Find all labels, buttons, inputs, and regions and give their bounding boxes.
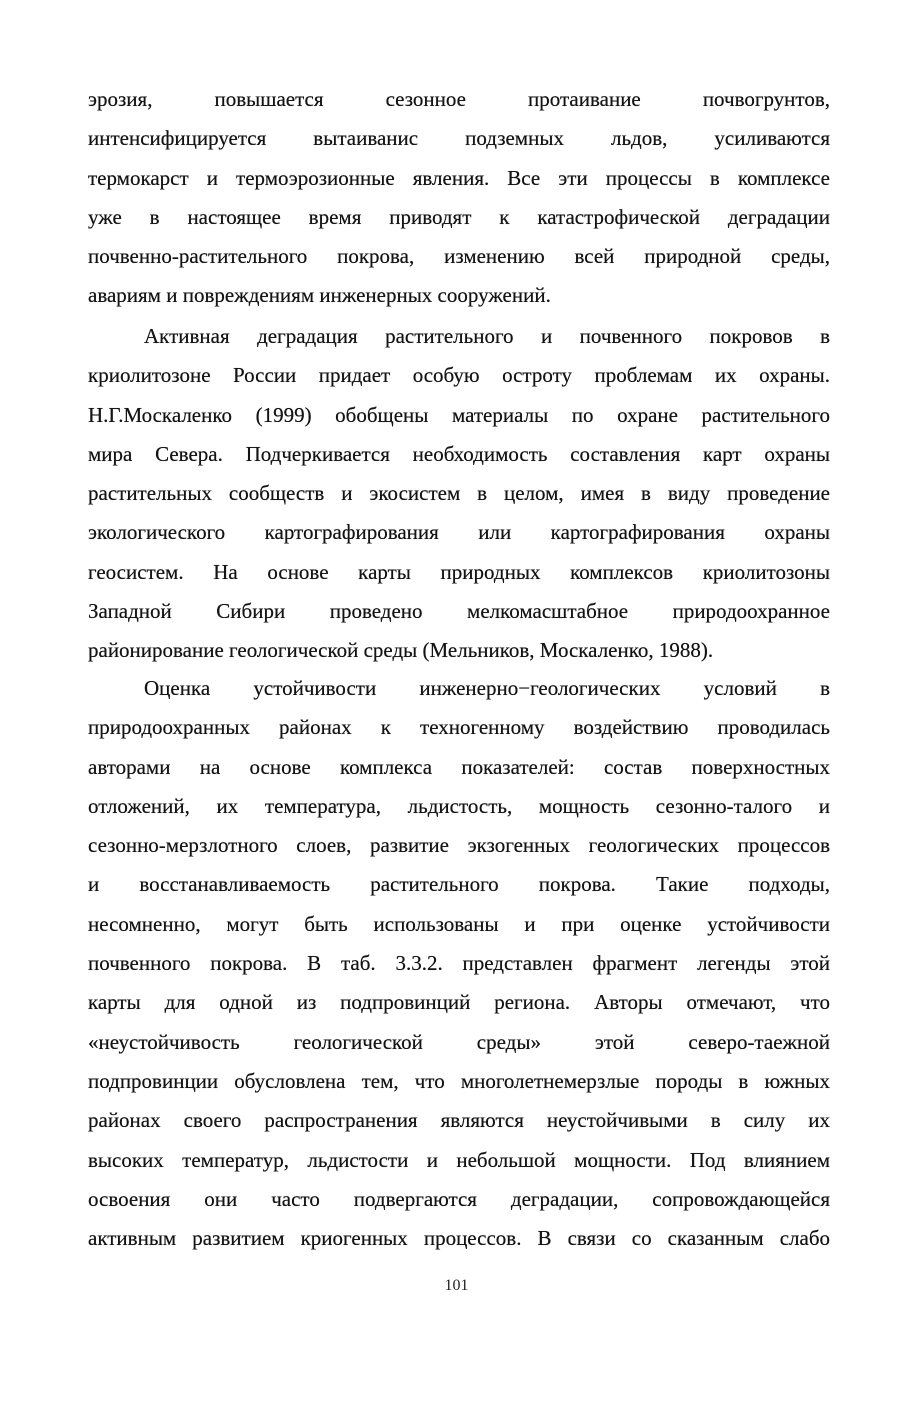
text-line: и восстанавливаемость растительного покрова. Такие подходы, [88,872,830,897]
paragraph-3 [88,669,830,1258]
text-line: освоения они часто подвергаются деградации, сопровождающейся [88,1186,830,1211]
text-line: Западной Сибири проведено мелкомасштабное природоохранное [88,599,830,624]
text-line: почвенно-растительного покрова, изменению всей природной среды, [88,244,830,269]
text-line: почвенного покрова. В таб. 3.3.2. представлен фрагмент легенды этой [88,951,830,976]
text-line: растительных сообществ и экосистем в целом, имея в виду проведение [88,481,830,506]
page-number: 101 [444,1277,469,1294]
text-line: Н.Г.Москаленко (1999) обобщены материалы по охране растительного [88,402,830,427]
text-line: районирование геологической среды (Мельников, Москаленко, 1988). [88,638,714,663]
text-line: районах своего распространения являются неустойчивыми в силу их [88,1108,830,1133]
text-line: высоких температур, льдистости и небольшой мощности. Под влиянием [88,1147,830,1172]
text-line: отложений, их температура, льдистость, мощность сезонно-талого и [88,793,830,818]
text-line: авторами на основе комплекса показателей: состав поверхностных [88,754,830,779]
text-line: подпровинции обусловлена тем, что многолетнемерзлые породы в южных [88,1068,830,1093]
paragraph-1 [88,80,830,316]
text-line: интенсифицируется вытаиванис подземных льдов, усиливаются [88,126,830,151]
text-line: карты для одной из подпровинций региона. Авторы отмечают, что [88,990,830,1015]
text-line: активным развитием криогенных процессов. В связи со сказанным слабо [88,1226,830,1251]
text-line: природоохранных районах к техногенному воздействию проводилась [88,715,830,740]
text-line: «неустойчивость геологической среды» этой северо-таежной [88,1029,830,1054]
text-line: Оценка устойчивости инженерно−геологических условий в [144,676,830,700]
text-line: геосистем. На основе карты природных комплексов криолитозоны [88,559,830,584]
text-line: мира Севера. Подчеркивается необходимость составления карт охраны [88,441,830,466]
text-line: термокарст и термоэрозионные явления. Все эти процессы в комплексе [88,165,830,190]
text-line: сезонно-мерзлотного слоев, развитие экзогенных геологических процессов [88,833,830,858]
text-line: уже в настоящее время приводят к катастрофической деградации [88,204,830,229]
text-line: авариям и повреждениям инженерных сооружений. [88,283,551,308]
text-line: криолитозоне России придает особую остроту проблемам их охраны. [88,363,830,388]
text-line: эрозия, повышается сезонное протаивание почвогрунтов, [88,87,830,111]
paragraph-2 [88,317,830,671]
text-line: экологического картографирования или картографирования охраны [88,520,830,545]
text-line: несомненно, могут быть использованы и при оценке устойчивости [88,911,830,936]
text-line: Активная деградация растительного и почвенного покровов в [144,324,830,348]
